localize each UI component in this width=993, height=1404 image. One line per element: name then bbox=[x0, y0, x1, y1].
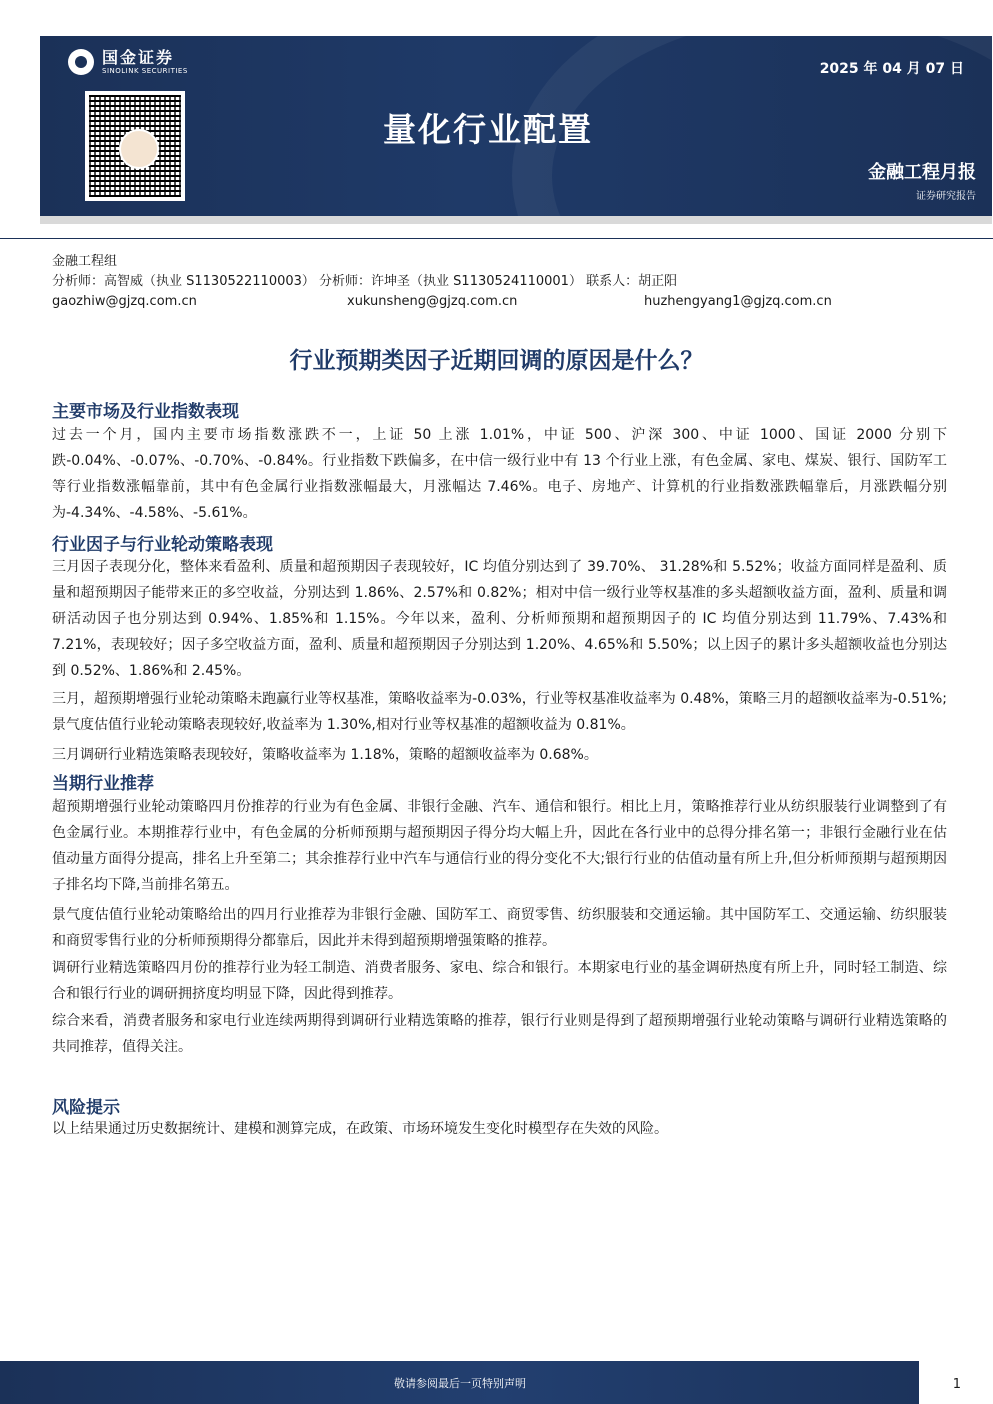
section-heading: 行业因子与行业轮动策略表现 bbox=[52, 535, 273, 555]
page-number: 1 bbox=[952, 1377, 961, 1392]
section-heading: 主要市场及行业指数表现 bbox=[52, 402, 239, 422]
author-emails bbox=[52, 292, 832, 312]
author-block bbox=[52, 252, 832, 312]
paragraph: 综合来看，消费者服务和家电行业连续两期得到调研行业精选策略的推荐，银行行业则是得到了超预期增强行业轮动策略与调研行业精选策略的共同推荐，值得关注。 bbox=[52, 1013, 947, 1055]
paragraph: 超预期增强行业轮动策略四月份推荐的行业为有色金属、非银行金融、汽车、通信和银行。相比上月，策略推荐行业从纺织服装行业调整到了有色金属行业。本期推荐行业中，有色金属的分析师预期与超预期因子得分均大幅上升，因此在各行业中的总得分排名第一；非银行金融行业在估值动量方面得分提高，排名上升至第二；其余推荐行业中汽车与通信行业的得分变化不大;银行行业的估值动量有所上升,但分析师预期与超预期因子排名均下降,当前排名第五。 bbox=[52, 799, 947, 893]
main-title: 行业预期类因子近期回调的原因是什么？ bbox=[289, 348, 704, 374]
author-line: 分析师：高智威（执业 S1130522110003） 分析师：许坤圣（执业 S1130524110001） 联系人：胡正阳 bbox=[52, 274, 678, 289]
report-type: 金融工程月报 bbox=[868, 162, 976, 183]
email-link[interactable]: gaozhiw@gjzq.com.cn bbox=[52, 294, 197, 309]
logo-cn: 国金证券 bbox=[102, 47, 175, 67]
logo-icon bbox=[68, 49, 94, 75]
paragraph: 三月调研行业精选策略表现较好，策略收益率为 1.18%，策略的超额收益率为 0.68%。 bbox=[52, 747, 598, 763]
author-group: 金融工程组 bbox=[52, 254, 118, 269]
section-heading: 当期行业推荐 bbox=[52, 774, 154, 794]
paragraph: 三月，超预期增强行业轮动策略未跑赢行业等权基准，策略收益率为-0.03%，行业等权基准收益率为 0.48%，策略三月的超额收益率为-0.51%;景气度估值行业轮动策略表现较好,收益率为 1.30%,相对行业等权基准的超额收益为 0.81%。 bbox=[52, 691, 947, 733]
paragraph: 以上结果通过历史数据统计、建模和测算完成，在政策、市场环境发生变化时模型存在失效的风险。 bbox=[52, 1121, 668, 1137]
header-banner bbox=[40, 36, 992, 216]
qr-code-icon bbox=[85, 91, 185, 201]
report-header bbox=[40, 36, 992, 224]
report-subtype: 证券研究报告 bbox=[916, 191, 976, 202]
paragraph: 景气度估值行业轮动策略给出的四月行业推荐为非银行金融、国防军工、商贸零售、纺织服装和交通运输。其中国防军工、交通运输、纺织服装和商贸零售行业的分析师预期得分都靠后，因此并未得到超预期增强策略的推荐。 bbox=[52, 907, 947, 949]
logo-en: SINOLINK SECURITIES bbox=[102, 66, 188, 75]
footer-disclaimer: 敬请参阅最后一页特别声明 bbox=[394, 1377, 526, 1390]
email-link[interactable]: huzhengyang1@gjzq.com.cn bbox=[644, 294, 832, 309]
company-logo bbox=[68, 46, 188, 78]
page-footer bbox=[0, 1361, 993, 1404]
header-divider bbox=[0, 238, 993, 239]
paragraph: 三月因子表现分化，整体来看盈利、质量和超预期因子表现较好，IC 均值分别达到了 39.70%、 31.28%和 5.52%；收益方面同样是盈利、质量和超预期因子能带来正的多空收益，分别达到 1.86%、2.57%和 0.82%；相对中信一级行业等权基准的多头超额收益方面，盈利、质量和调研活动因子也分别达到 0.94%、1.85%和 1.15%。今年以来，盈利、分析师预期和超预期因子的 IC 均值分别达到 11.79%、7.43%和 7.21%，表现较好；因子多空收益方面，盈利、质量和超预期因子分别达到 1.20%、4.65%和 5.50%；以上因子的累计多头超额收益也分别达到 0.52%、1.86%和 2.45%。 bbox=[52, 559, 947, 679]
section-heading: 风险提示 bbox=[52, 1098, 120, 1118]
email-link[interactable]: xukunsheng@gjzq.com.cn bbox=[347, 294, 518, 309]
paragraph: 过去一个月，国内主要市场指数涨跌不一，上证 50 上涨 1.01%，中证 500、沪深 300、中证 1000、国证 2000 分别下跌-0.04%、-0.07%、-0.70%、-0.84%。行业指数下跌偏多，在中信一级行业中有 13 个行业上涨，有色金属、家电、煤炭、银行、国防军工等行业指数涨幅靠前，其中有色金属行业指数涨幅最大，月涨幅达 7.46%。电子、房地产、计算机的行业指数涨跌幅靠后，月涨跌幅分别为-4.34%、-4.58%、-5.61%。 bbox=[52, 427, 947, 521]
qr-center-logo bbox=[119, 129, 159, 169]
paragraph: 调研行业精选策略四月份的推荐行业为轻工制造、消费者服务、家电、综合和银行。本期家电行业的基金调研热度有所上升，同时轻工制造、综合和银行行业的调研拥挤度均明显下降，因此得到推荐。 bbox=[52, 960, 947, 1002]
report-date: 2025 年 04 月 07 日 bbox=[819, 61, 964, 77]
report-title: 量化行业配置 bbox=[383, 110, 593, 149]
